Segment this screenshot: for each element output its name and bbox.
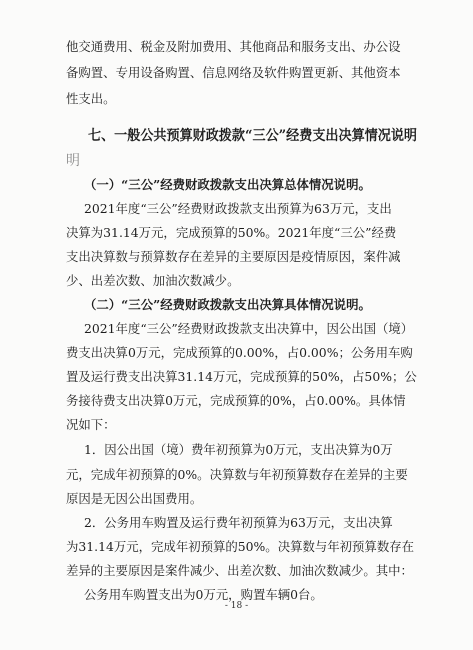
text-line: 元，完成年初预算的0%。决算数与年初预算数存在差异的主要	[66, 467, 408, 482]
text-line: 2021年度“三公”经费财政拨款支出预算为63万元，支出	[84, 201, 392, 216]
text-line: 为31.14万元，完成年初预算的50%。决算数与年初预算数存在	[66, 539, 414, 554]
text-line: 1．因公出国（境）费年初预算为0万元，支出决算为0万	[84, 442, 393, 457]
page-number: - 18 -	[224, 601, 249, 611]
text-line: 务接待费支出决算0万元，完成预算的0%，占0.00%。具体情	[66, 393, 406, 408]
text-line: 决算为31.14万元，完成预算的50%。2021年度“三公”经费	[66, 225, 397, 240]
text-line: 少、出差次数、加油次数减少。	[66, 273, 240, 288]
text-line: 支出决算数与预算数存在差异的主要原因是疫情原因，案件减	[66, 249, 401, 264]
text-line: 他交通费用、税金及附加费用、其他商品和服务支出、办公设	[66, 39, 401, 54]
subsection-heading: （一）“三公”经费财政拨款支出决算总体情况说明。	[84, 177, 371, 192]
section-heading: 七、一般公共预算财政拨款“三公”经费支出决算情况说明	[88, 128, 417, 144]
text-line: 性支出。	[66, 91, 116, 106]
text-line: 公务用车购置支出为0万元，购置车辆0台。	[84, 587, 323, 602]
text-line: 2．公务用车购置及运行费年初预算为63万元，支出决算	[84, 515, 393, 530]
section-heading-wrap: 明	[66, 153, 80, 169]
text-line: 费支出决算0万元，完成预算的0.00%，占0.00%；公务用车购	[66, 345, 413, 360]
text-line: 况如下：	[66, 417, 116, 432]
text-line: 备购置、专用设备购置、信息网络及软件购置更新、其他资本	[66, 65, 401, 80]
text-line: 原因是无因公出国费用。	[66, 491, 203, 506]
text-line: 差异的主要原因是案件减少、出差次数、加油次数减少。其中：	[66, 563, 413, 578]
subsection-heading: （二）“三公”经费财政拨款支出决算具体情况说明。	[84, 297, 371, 312]
text-line: 置及运行费支出决算31.14万元，完成预算的50%，占50%；公	[66, 369, 417, 384]
text-line: 2021年度“三公”经费财政拨款支出决算中，因公出国（境）	[84, 321, 414, 336]
